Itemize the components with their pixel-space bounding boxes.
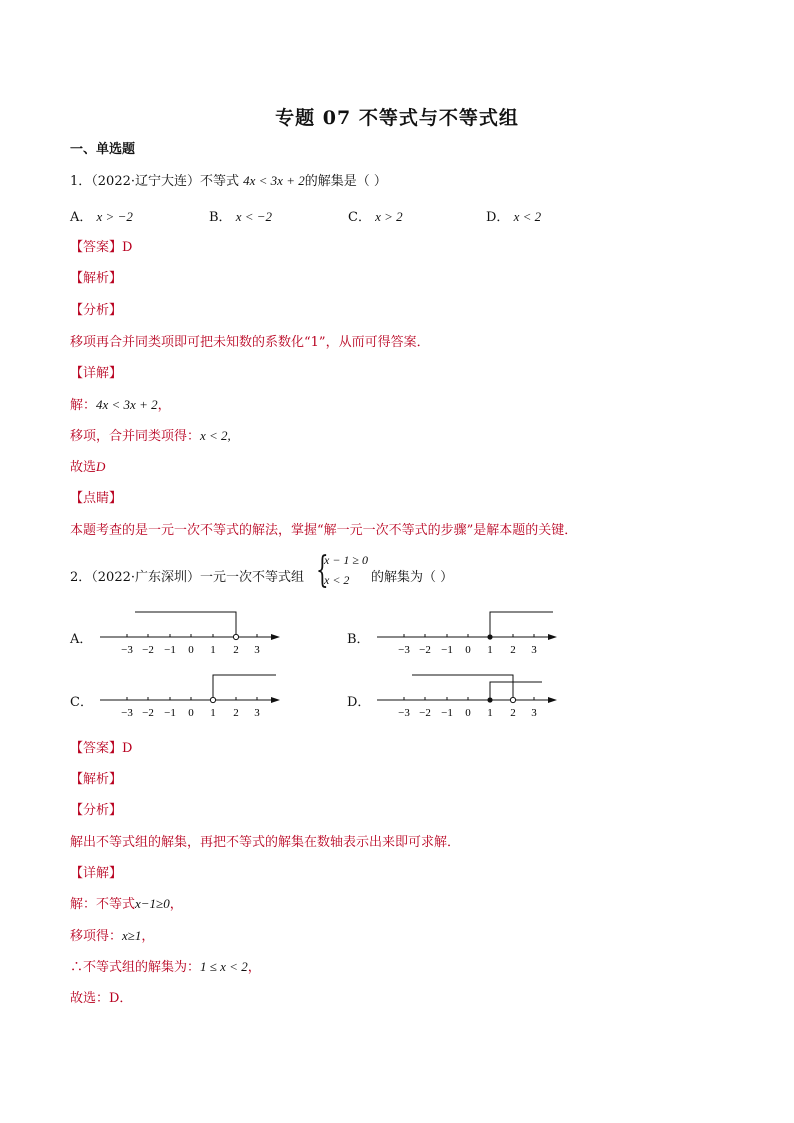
q2-sys-line1: x − 1 ≥ 0 <box>324 553 369 567</box>
axis-tick-label: −3 <box>121 644 133 656</box>
q1-dianjing-text: 本题考查的是一元一次不等式的解法，掌握“解一元一次不等式的步骤”是解本题的关键． <box>70 523 578 538</box>
axis-tick-label: 1 <box>487 707 493 719</box>
q1-step2: 移项，合并同类项得：x < 2, <box>70 428 231 444</box>
axis-tick-label: 1 <box>210 707 216 719</box>
q2-numberline-c <box>95 668 285 723</box>
q1-step1: 解：4x < 3x + 2， <box>70 397 171 413</box>
section-heading: 一、单选题 <box>70 142 136 157</box>
axis-tick-label: −3 <box>398 707 410 719</box>
q1-stem-suffix: 的解集是（ ） <box>304 174 387 189</box>
q1-option-d: D． x < 2 <box>486 209 542 225</box>
axis-tick-label: 2 <box>510 707 516 719</box>
axis-tick-label: −2 <box>142 707 154 719</box>
axis-tick-label: 0 <box>188 707 194 719</box>
axis-tick-label: 3 <box>531 707 537 719</box>
axis-tick-label: −2 <box>419 644 431 656</box>
q2-step3: ∴不等式组的解集为：1 ≤ x < 2， <box>70 959 261 975</box>
q1-fenxi-text: 移项再合并同类项即可把未知数的系数化“1”，从而可得答案． <box>70 335 430 350</box>
q2-answer: 【答案】D <box>70 741 133 756</box>
axis-tick-label: 0 <box>465 707 471 719</box>
q1-option-c: C． x > 2 <box>348 209 403 225</box>
axis-tick-label: 0 <box>465 644 471 656</box>
q2-stem-suffix: 的解集为（ ） <box>371 570 454 585</box>
q1-jiexi-header: 【解析】 <box>70 271 123 286</box>
axis-tick-label: −2 <box>419 707 431 719</box>
q2-jiexi-header: 【解析】 <box>70 772 123 787</box>
q1-fenxi-header: 【分析】 <box>70 303 123 318</box>
q2-xiangjie-header: 【详解】 <box>70 866 123 881</box>
axis-tick-label: −1 <box>441 644 453 656</box>
q2-stem-prefix: 2．（2022·广东深圳）一元一次不等式组 <box>70 570 304 585</box>
page-title: 专题 07 不等式与不等式组 <box>275 107 519 129</box>
q1-stem <box>70 170 387 189</box>
axis-tick-label: 2 <box>510 644 516 656</box>
q2-sys-line2: x < 2 <box>324 573 350 587</box>
q1-stem-math: 4x < 3x + 2 <box>243 173 305 188</box>
axis-tick-label: −1 <box>164 707 176 719</box>
axis-tick-label: 2 <box>233 707 239 719</box>
brace-icon: { <box>316 550 329 591</box>
q2-option-a-label: A． <box>70 632 93 647</box>
q1-option-a: A． x > −2 <box>70 209 133 225</box>
q2-option-d-label: D． <box>347 695 371 710</box>
axis-tick-label: 0 <box>188 644 194 656</box>
axis-tick-label: −3 <box>121 707 133 719</box>
q2-fenxi-header: 【分析】 <box>70 803 123 818</box>
axis-tick-label: −2 <box>142 644 154 656</box>
q1-stem-prefix: 1．（2022·辽宁大连）不等式 <box>70 174 239 189</box>
q1-answer: 【答案】D <box>70 240 133 255</box>
axis-tick-label: −1 <box>164 644 176 656</box>
axis-tick-label: 3 <box>254 707 260 719</box>
axis-tick-label: 1 <box>210 644 216 656</box>
axis-tick-label: 3 <box>531 644 537 656</box>
q1-xiangjie-header: 【详解】 <box>70 366 123 381</box>
axis-tick-label: 1 <box>487 644 493 656</box>
axis-tick-label: 2 <box>233 644 239 656</box>
axis-tick-label: 3 <box>254 644 260 656</box>
q2-option-b-label: B． <box>347 632 370 647</box>
q2-inequality-system <box>316 550 376 593</box>
q2-fenxi-text: 解出不等式组的解集，再把不等式的解集在数轴表示出来即可求解． <box>70 835 461 850</box>
q2-numberline-a <box>95 605 285 660</box>
q2-numberline-d <box>372 668 562 723</box>
q2-step4: 故选：D． <box>70 991 133 1006</box>
q2-numberline-b <box>372 605 562 660</box>
q2-step2: 移项得：x≥1， <box>70 928 155 944</box>
q1-dianjing-header: 【点睛】 <box>70 491 123 506</box>
q1-step3: 故选D <box>70 459 106 475</box>
q1-option-b: B． x < −2 <box>209 209 273 225</box>
q2-step1: 解：不等式x−1≥0， <box>70 896 183 912</box>
axis-tick-label: −1 <box>441 707 453 719</box>
q2-option-c-label: C． <box>70 695 93 710</box>
axis-tick-label: −3 <box>398 644 410 656</box>
